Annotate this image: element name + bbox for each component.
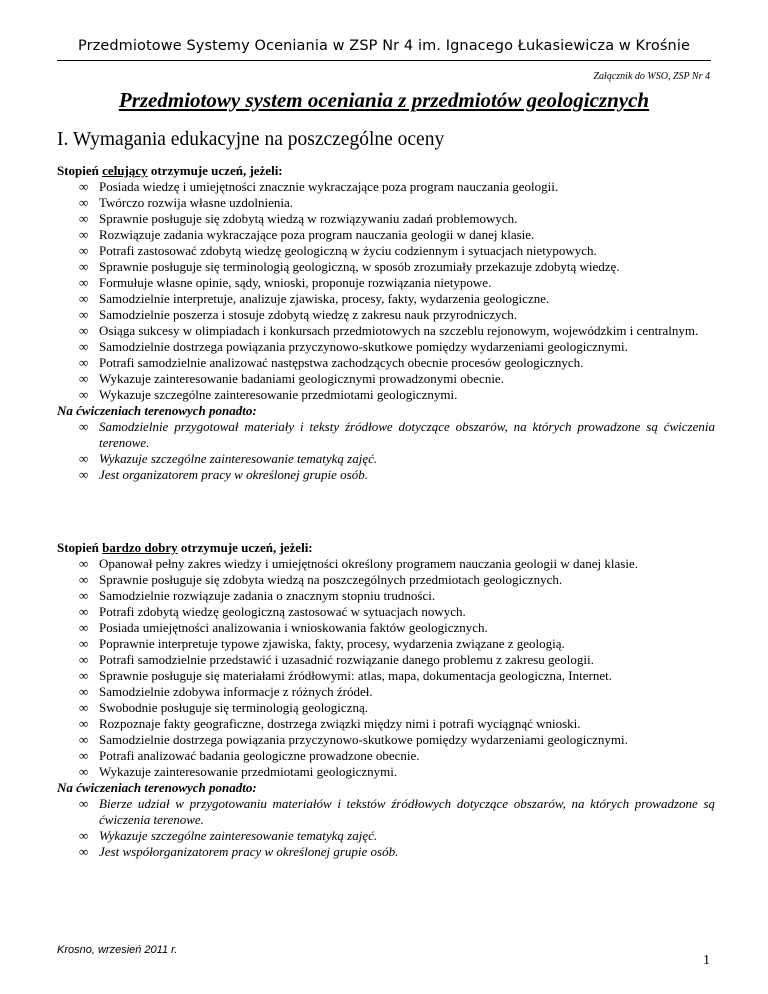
infinity-bullet-icon: ∞: [79, 700, 89, 715]
infinity-bullet-icon: ∞: [79, 844, 89, 859]
page-header: Przedmiotowe Systemy Oceniania w ZSP Nr 4 im. Ignacego Łukasiewicza w Krośnie: [78, 38, 690, 54]
grade-block-celujacy: [57, 163, 715, 483]
infinity-bullet-icon: ∞: [79, 572, 89, 587]
infinity-bullet-icon: ∞: [79, 467, 89, 482]
list-item: [57, 796, 715, 828]
list-item-text: Wykazuje szczególne zainteresowanie przedmiotami geologicznymi.: [99, 387, 458, 402]
list-item: [57, 419, 715, 451]
infinity-bullet-icon: ∞: [79, 620, 89, 635]
list-item: [57, 451, 715, 467]
list-item: [57, 275, 715, 291]
list-item-text: Samodzielnie rozwiązuje zadania o znacznym stopniu trudności.: [99, 588, 436, 603]
infinity-bullet-icon: ∞: [79, 355, 89, 370]
list-item: [57, 700, 715, 716]
list-item-text: Samodzielnie dostrzega powiązania przyczynowo-skutkowe pomiędzy wydarzeniami geologicznymi.: [99, 339, 628, 354]
grade-block-bardzo-dobry: [57, 540, 715, 860]
list-item: [57, 556, 715, 572]
field-exercises-heading: Na ćwiczeniach terenowych ponadto:: [57, 780, 257, 795]
infinity-bullet-icon: ∞: [79, 275, 89, 290]
list-item-text: Wykazuje zainteresowanie badaniami geologicznymi prowadzonymi obecnie.: [99, 371, 504, 386]
list-item: [57, 844, 715, 860]
requirements-list: [57, 179, 715, 403]
list-item-text: Jest współorganizatorem pracy w określonej grupie osób.: [99, 844, 399, 859]
list-item: [57, 307, 715, 323]
list-item: [57, 211, 715, 227]
list-item-text: Potrafi zastosować zdobytą wiedzę geologiczną w życiu codziennym i sytuacjach nietypowych.: [99, 243, 597, 258]
list-item-text: Rozpoznaje fakty geograficzne, dostrzega związki między nimi i potrafi wyciągnąć wnioski.: [99, 716, 581, 731]
infinity-bullet-icon: ∞: [79, 716, 89, 731]
list-item-text: Bierze udział w przygotowaniu materiałów i tekstów źródłowych dotyczące obszarów, na których prowadzone są ćwiczenia terenowe.: [99, 796, 715, 827]
list-item: [57, 684, 715, 700]
list-item-text: Formułuje własne opinie, sądy, wnioski, proponuje rozwiązania nietypowe.: [99, 275, 492, 290]
list-item-text: Potrafi samodzielnie przedstawić i uzasadnić rozwiązanie danego problemu z zakresu geologii.: [99, 652, 594, 667]
list-item: [57, 828, 715, 844]
list-item: [57, 572, 715, 588]
list-item: [57, 732, 715, 748]
list-item: [57, 371, 715, 387]
list-item: [57, 323, 715, 339]
infinity-bullet-icon: ∞: [79, 195, 89, 210]
list-item-text: Twórczo rozwija własne uzdolnienia.: [99, 195, 294, 210]
list-item: [57, 652, 715, 668]
infinity-bullet-icon: ∞: [79, 419, 89, 434]
list-item-text: Samodzielnie interpretuje, analizuje zjawiska, procesy, fakty, wydarzenia geologiczne.: [99, 291, 550, 306]
list-item: [57, 620, 715, 636]
grade-name: bardzo dobry: [102, 540, 178, 555]
infinity-bullet-icon: ∞: [79, 179, 89, 194]
list-item: [57, 291, 715, 307]
list-item: [57, 179, 715, 195]
list-item: [57, 355, 715, 371]
list-item-text: Wykazuje szczególne zainteresowanie tematyką zajęć.: [99, 451, 378, 466]
list-item-text: Sprawnie posługuje się zdobyta wiedzą na poszczególnych przedmiotach geologicznych.: [99, 572, 563, 587]
infinity-bullet-icon: ∞: [79, 307, 89, 322]
requirements-list: [57, 556, 715, 780]
document-title: Przedmiotowy system oceniania z przedmiotów geologicznych: [118, 88, 650, 112]
field-exercises-heading: Na ćwiczeniach terenowych ponadto:: [57, 403, 257, 418]
list-item-text: Opanował pełny zakres wiedzy i umiejętności określony programem nauczania geologii w danej klasie.: [99, 556, 638, 571]
infinity-bullet-icon: ∞: [79, 451, 89, 466]
page-number: 1: [703, 953, 710, 968]
infinity-bullet-icon: ∞: [79, 748, 89, 763]
footer-place-date: Krosno, wrzesień 2011 r.: [57, 944, 178, 956]
list-item-text: Samodzielnie zdobywa informacje z różnych źródeł.: [99, 684, 373, 699]
annex-note: Załącznik do WSO, ZSP Nr 4: [593, 71, 710, 82]
grade-heading-celujacy: Stopień celujący otrzymuje uczeń, jeżeli:: [57, 163, 283, 178]
list-item: [57, 387, 715, 403]
infinity-bullet-icon: ∞: [79, 636, 89, 651]
list-item: [57, 227, 715, 243]
list-item: [57, 636, 715, 652]
list-item: [57, 243, 715, 259]
infinity-bullet-icon: ∞: [79, 684, 89, 699]
grade-name: celujący: [102, 163, 148, 178]
list-item: [57, 339, 715, 355]
list-item: [57, 748, 715, 764]
list-item-text: Samodzielnie poszerza i stosuje zdobytą wiedzę z zakresu nauk przyrodniczych.: [99, 307, 517, 322]
infinity-bullet-icon: ∞: [79, 732, 89, 747]
infinity-bullet-icon: ∞: [79, 323, 89, 338]
list-item: [57, 467, 715, 483]
list-item: [57, 259, 715, 275]
infinity-bullet-icon: ∞: [79, 668, 89, 683]
infinity-bullet-icon: ∞: [79, 764, 89, 779]
infinity-bullet-icon: ∞: [79, 259, 89, 274]
list-item-text: Potrafi zdobytą wiedzę geologiczną zastosować w sytuacjach nowych.: [99, 604, 466, 619]
list-item-text: Potrafi analizować badania geologiczne prowadzone obecnie.: [99, 748, 420, 763]
infinity-bullet-icon: ∞: [79, 371, 89, 386]
list-item-text: Sprawnie posługuje się zdobytą wiedzą w rozwiązywaniu zadań problemowych.: [99, 211, 518, 226]
list-item: [57, 716, 715, 732]
list-item-text: Sprawnie posługuje się terminologią geologiczną, w sposób zrozumiały przekazuje zdobytą wiedzę.: [99, 259, 620, 274]
list-item-text: Rozwiązuje zadania wykraczające poza program nauczania geologii w danej klasie.: [99, 227, 535, 242]
list-item-text: Poprawnie interpretuje typowe zjawiska, fakty, procesy, wydarzenia związane z geologią.: [99, 636, 565, 651]
list-item: [57, 668, 715, 684]
list-item-text: Posiada wiedzę i umiejętności znacznie wykraczające poza program nauczania geologii.: [99, 179, 559, 194]
infinity-bullet-icon: ∞: [79, 604, 89, 619]
infinity-bullet-icon: ∞: [79, 588, 89, 603]
list-item: [57, 764, 715, 780]
infinity-bullet-icon: ∞: [79, 556, 89, 571]
infinity-bullet-icon: ∞: [79, 652, 89, 667]
list-item-text: Samodzielnie przygotował materiały i teksty źródłowe dotyczące obszarów, na których prowadzone są ćwiczenia terenowe.: [99, 419, 715, 450]
list-item-text: Jest organizatorem pracy w określonej grupie osób.: [99, 467, 368, 482]
infinity-bullet-icon: ∞: [79, 339, 89, 354]
field-requirements-list: [57, 419, 715, 483]
list-item: [57, 195, 715, 211]
list-item-text: Potrafi samodzielnie analizować następstwa zachodzących obecnie procesów geologicznych.: [99, 355, 584, 370]
header-divider: [57, 60, 711, 61]
infinity-bullet-icon: ∞: [79, 796, 89, 811]
list-item-text: Samodzielnie dostrzega powiązania przyczynowo-skutkowe pomiędzy wydarzeniami geologicznymi.: [99, 732, 628, 747]
infinity-bullet-icon: ∞: [79, 387, 89, 402]
infinity-bullet-icon: ∞: [79, 243, 89, 258]
section-heading: I. Wymagania edukacyjne na poszczególne oceny: [57, 129, 445, 150]
list-item-text: Posiada umiejętności analizowania i wnioskowania faktów geologicznych.: [99, 620, 488, 635]
infinity-bullet-icon: ∞: [79, 227, 89, 242]
infinity-bullet-icon: ∞: [79, 828, 89, 843]
list-item-text: Osiąga sukcesy w olimpiadach i konkursach przedmiotowych na szczeblu rejonowym, wojewódzkim i centralnym.: [99, 323, 699, 338]
grade-heading-bardzo-dobry: Stopień bardzo dobry otrzymuje uczeń, jeżeli:: [57, 540, 313, 555]
field-requirements-list: [57, 796, 715, 860]
infinity-bullet-icon: ∞: [79, 211, 89, 226]
list-item: [57, 604, 715, 620]
list-item: [57, 588, 715, 604]
infinity-bullet-icon: ∞: [79, 291, 89, 306]
list-item-text: Wykazuje szczególne zainteresowanie tematyką zajęć.: [99, 828, 378, 843]
list-item-text: Wykazuje zainteresowanie przedmiotami geologicznymi.: [99, 764, 398, 779]
list-item-text: Swobodnie posługuje się terminologią geologiczną.: [99, 700, 368, 715]
list-item-text: Sprawnie posługuje się materiałami źródłowymi: atlas, mapa, dokumentacja geologiczna, Internet.: [99, 668, 612, 683]
